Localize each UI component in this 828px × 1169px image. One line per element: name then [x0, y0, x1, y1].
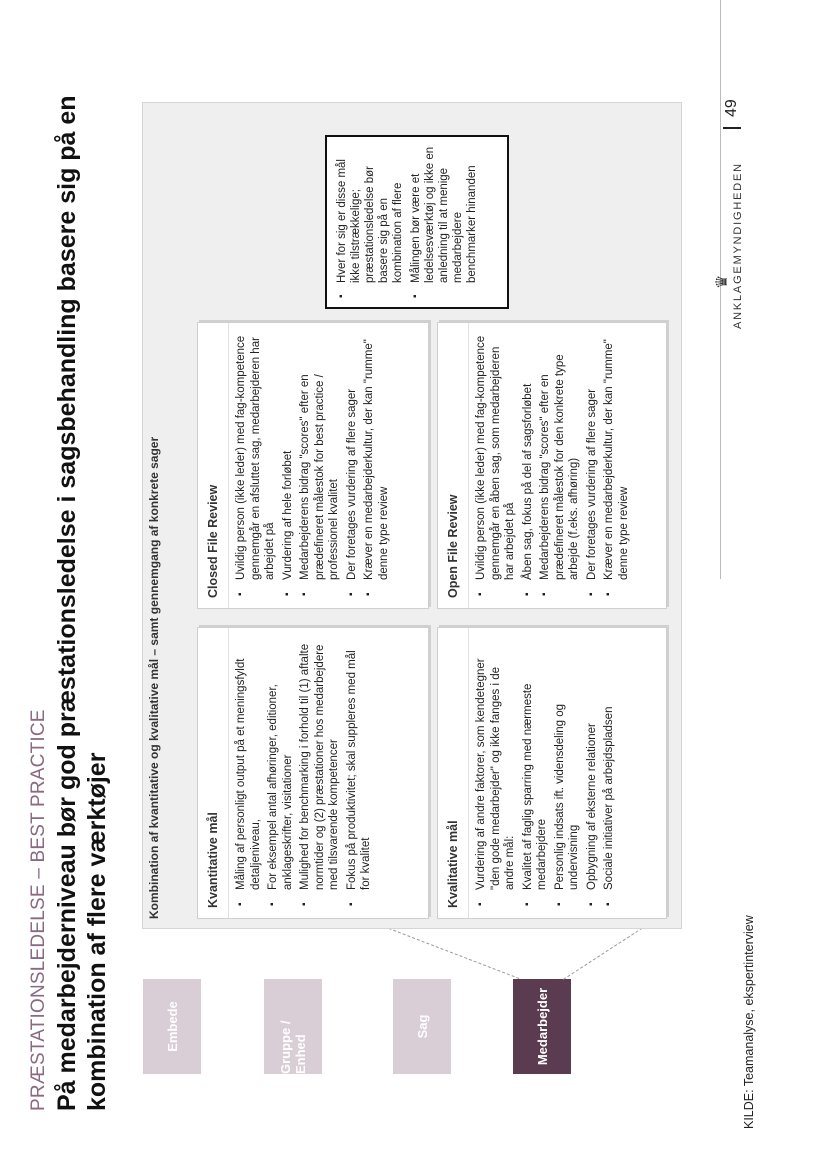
- box-divider: [468, 628, 469, 918]
- crown-icon: ♛: [714, 274, 731, 289]
- list-item: ▪ Medarbejderens bidrag "scores" efter en prædefineret målestok for best practice / professionel kvalitet: [298, 331, 342, 600]
- list-item: ▪ Opbygning af eksterne relationer: [585, 636, 600, 910]
- box-divider: [228, 323, 229, 608]
- brand-logo: ANKLAGEMYNDIGHEDEN: [732, 162, 744, 329]
- box-title-closed: Closed File Review: [206, 484, 220, 598]
- box-open-file-review: [437, 322, 667, 609]
- page-number: 49: [723, 99, 741, 129]
- list-item: ▪ Sociale initiativer på arbejdspladsen: [602, 636, 617, 910]
- list-item: ▪ Uvildig person (ikke leder) med fag-kompetence gennemgår en åben sag, som medarbejderen har arbejdet på: [474, 331, 518, 600]
- list-item: ▪ Kvalitet af faglig sparring med nærmeste medarbejdere: [521, 636, 550, 910]
- list-kvalitative: [474, 636, 620, 910]
- list-item: ▪ For eksempel antal afhøringer, editioner, anklageskrifter, visitationer: [266, 636, 295, 910]
- note-item: ▪ Hver for sig er disse mål ikke tilstrækkelige; præstationsledelse bør basere sig på en kombination af flere: [335, 145, 405, 301]
- box-kvalitative: [437, 627, 667, 919]
- page-subtitle: PRÆSTATIONSLEDELSE – BEST PRACTICE: [28, 709, 49, 1111]
- list-item: ▪ Der foretages vurdering af flere sager: [345, 331, 360, 600]
- list-item: ▪ Åben sag, fokus på del af sagsforløbet: [521, 331, 536, 600]
- box-divider: [468, 323, 469, 608]
- list-item: ▪ Vurdering af andre faktorer, som kendetegner "den gode medarbejder" og ikke fanges i de andre mål:: [474, 636, 518, 910]
- level-gruppe-enhed: Gruppe / Enhed: [264, 979, 322, 1074]
- list-item: ▪ Kræver en medarbejderkultur, der kan "rumme" denne type review: [362, 331, 391, 600]
- page-title: På medarbejderniveau bør god præstationsledelse i sagsbehandling basere sig på en kombination af flere værktøjer: [53, 95, 111, 1111]
- box-closed-file-review: [197, 322, 429, 609]
- list-closed: [234, 331, 394, 600]
- box-kvantitative: [197, 627, 429, 919]
- list-item: ▪ Vurdering af hele forløbet: [281, 331, 296, 600]
- box-title-kvantitative: Kvantitative mål: [206, 812, 220, 908]
- box-divider: [228, 628, 229, 918]
- source-note: KILDE: Teamanalyse, ekspertinterview: [742, 915, 756, 1129]
- list-item: ▪ Mulighed for benchmarking i forhold til (1) aftalte normtider og (2) præstationer hos medarbejdere med tilsvarende kompetencer: [298, 636, 342, 910]
- panel-header: Kombination af kvantitative og kvalitative mål – samt gennemgang af konkrete sager: [147, 436, 161, 919]
- list-open: [474, 331, 634, 600]
- callout-note: [325, 135, 509, 309]
- list-item: ▪ Fokus på produktivitet; skal suppleres med mål for kvalitet: [345, 636, 374, 910]
- list-item: ▪ Kræver en medarbejderkultur, der kan "rumme" denne type review: [602, 331, 631, 600]
- list-item: ▪ Personlig indsats ift. vidensdeling og undervisning: [553, 636, 582, 910]
- footer-rule: [720, 0, 721, 579]
- note-item: ▪ Målingen bør være et ledelsesværktøj og ikke en anledning til at menige medarbejdere benchmarker hinanden: [409, 145, 479, 301]
- list-item: ▪ Uvildig person (ikke leder) med fag-kompetence gennemgår en afsluttet sag, medarbejderen har arbejdet på: [234, 331, 278, 600]
- list-item: ▪ Der foretages vurdering af flere sager: [585, 331, 600, 600]
- list-kvantitative: [234, 636, 377, 910]
- level-medarbejder: Medarbejder: [513, 979, 571, 1074]
- list-item: ▪ Medarbejderens bidrag "scores" efter en prædefineret målestok for den konkrete type arbejde (f.eks. afhøring): [538, 331, 582, 600]
- note-list: [335, 145, 479, 301]
- level-sag: Sag: [393, 979, 451, 1074]
- connector-line-top: [388, 928, 519, 979]
- box-title-open: Open File Review: [446, 494, 460, 598]
- box-title-kvalitative: Kvalitative mål: [446, 820, 460, 908]
- level-embede: Embede: [143, 979, 201, 1074]
- list-item: ▪ Måling af personligt output på et meningsfyldt detaljeniveau,: [234, 636, 263, 910]
